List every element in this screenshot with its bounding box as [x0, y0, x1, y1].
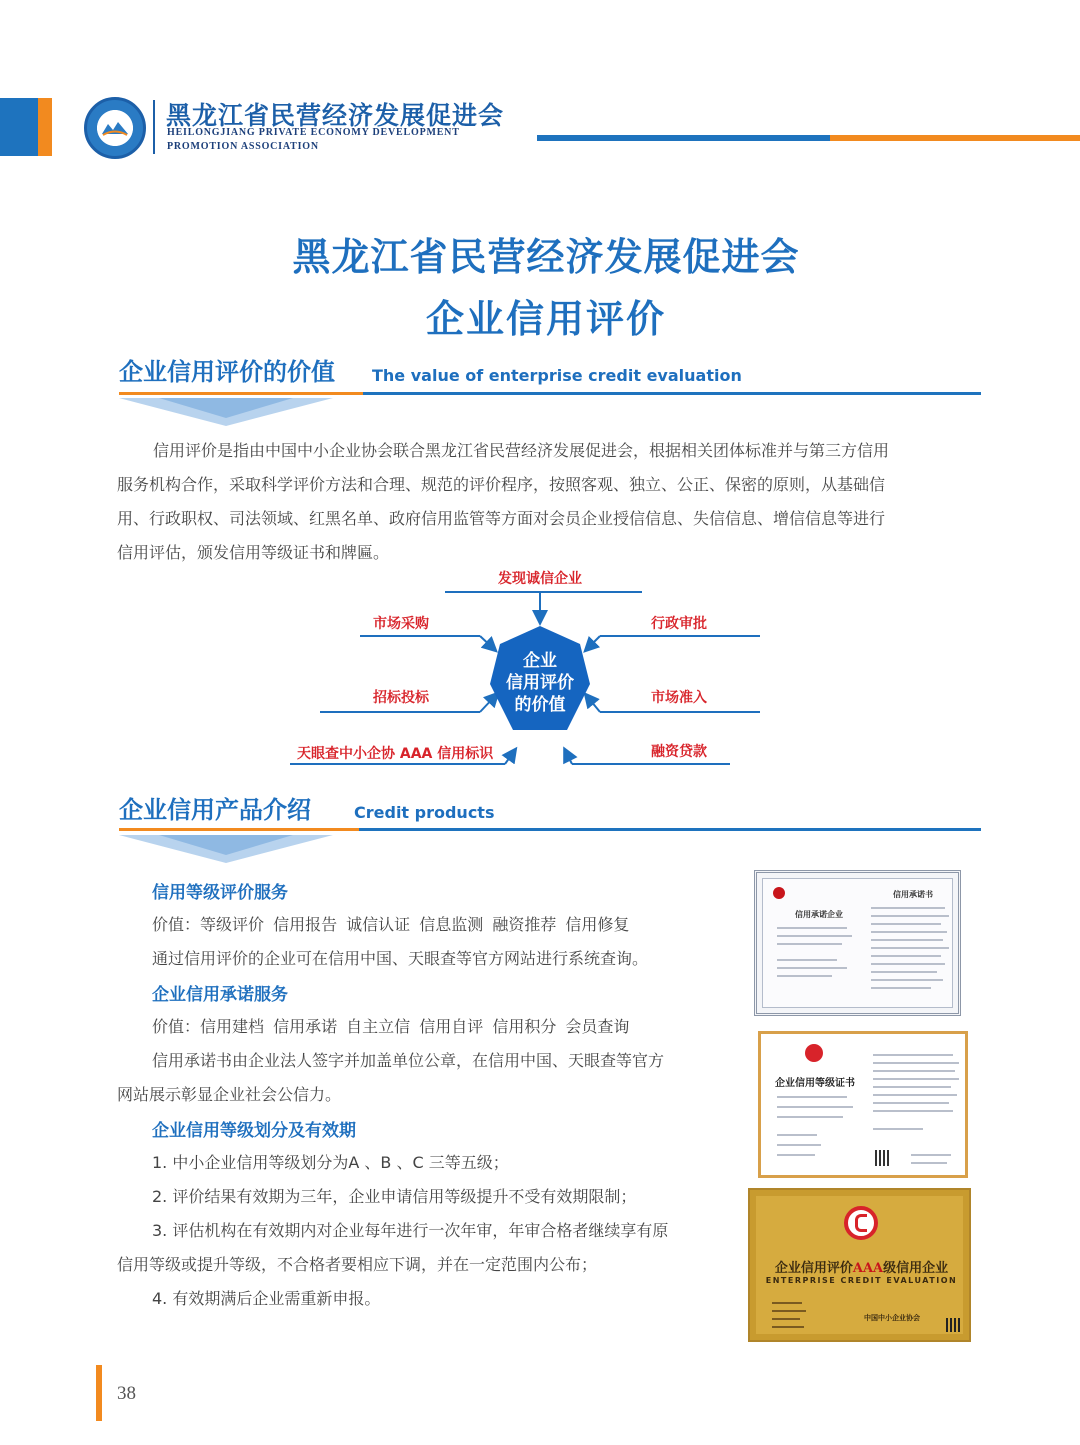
section1-paragraph [117, 434, 983, 570]
product1-description: 通过信用评价的企业可在信用中国、天眼查等官方网站进行系统查询。 [152, 949, 649, 968]
association-logo [84, 97, 146, 159]
grade-item-3-line1: 3. 评估机构在有效期内对企业每年进行一次年审，年审合格者继续享有原 [152, 1221, 669, 1240]
grade-item-4: 4. 有效期满后企业需重新申报。 [152, 1289, 381, 1308]
diagram-label-left-mid: 招标投标 [373, 690, 429, 706]
page-title-line1: 黑龙江省民营经济发展促进会 [292, 235, 800, 279]
grade-item-3-line2: 信用等级或提升等级，不合格者要相应下调，并在一定范围内公布； [117, 1255, 598, 1274]
diagram-center-label: 企业 信用评价 的价值 [506, 651, 574, 715]
cert3-issuer: 中国中小企业协会 [864, 1314, 920, 1322]
product2-description-line1: 信用承诺书由企业法人签字并加盖单位公章，在信用中国、天眼查等官方 [152, 1051, 665, 1070]
product2-description-line2: 网站展示彰显企业社会公信力。 [117, 1085, 342, 1104]
aaa-credit-plaque-image [748, 1188, 971, 1342]
cert2-title: 企业信用等级证书 [775, 1078, 855, 1089]
section1-rule-orange [119, 392, 363, 395]
page-title-line2: 企业信用评价 [425, 297, 666, 341]
paragraph-line: 服务机构合作，采取科学评价方法和合理、规范的评价程序，按照客观、独立、公正、保密的原则，从基础信 [117, 475, 886, 494]
product1-value-line: 价值：等级评价 信用报告 诚信认证 信息监测 融资推荐 信用修复 [152, 915, 630, 934]
header-org-name-en-line1: HEILONGJIANG PRIVATE ECONOMY DEVELOPMENT [167, 127, 460, 138]
header-org-name-en-line2: PROMOTION ASSOCIATION [167, 141, 319, 152]
product2-heading: 企业信用承诺服务 [152, 985, 288, 1005]
cert1-subtitle: 信用承诺企业 [795, 910, 843, 919]
header-divider [153, 100, 155, 154]
cert1-seal-icon [773, 887, 785, 899]
cert3-title-en: ENTERPRISE CREDIT EVALUATION [765, 1276, 958, 1285]
grade-item-1: 1. 中小企业信用等级划分为A 、B 、C 三等五级； [152, 1153, 509, 1172]
diagram-label-right-bottom: 融资贷款 [651, 744, 707, 760]
header-rule-blue [537, 135, 837, 141]
product1-heading: 信用等级评价服务 [152, 883, 288, 903]
header-accent-bar-blue [0, 98, 40, 156]
section2-title-cn: 企业信用产品介绍 [119, 796, 311, 824]
page-number: 38 [117, 1383, 136, 1404]
logo-emblem-icon [101, 120, 129, 136]
product3-heading: 企业信用等级划分及有效期 [152, 1121, 356, 1141]
credit-grade-certificate-image [758, 1031, 968, 1178]
section1-title-en: The value of enterprise credit evaluation [372, 366, 742, 385]
header-accent-bar-orange [38, 98, 52, 156]
section1-rule-blue [363, 392, 981, 395]
diagram-label-left-bottom: 天眼查中小企协 AAA 信用标识 [297, 746, 494, 762]
diagram-label-left-top: 市场采购 [373, 616, 429, 632]
header-rule-orange [830, 135, 1080, 141]
product2-value-line: 价值：信用建档 信用承诺 自主立信 信用自评 信用积分 会员查询 [152, 1017, 630, 1036]
paragraph-line: 用、行政职权、司法领域、红黑名单、政府信用监管等方面对会员企业授信信息、失信信息、增信信息等进行 [117, 509, 886, 528]
cert3-qr-code-icon [946, 1318, 960, 1332]
section1-chevron-ornament [119, 398, 333, 428]
cert2-seal-icon [805, 1044, 823, 1062]
cert2-qr-code-icon [875, 1150, 891, 1166]
section2-rule-orange [119, 828, 359, 831]
cert1-title: 信用承诺书 [893, 890, 933, 899]
diagram-label-right-mid: 市场准入 [651, 690, 707, 706]
page-number-accent [96, 1365, 102, 1421]
section2-rule-blue [359, 828, 981, 831]
cert3-title: 企业信用评价AAA级信用企业 [774, 1261, 949, 1276]
value-diagram [290, 562, 770, 772]
section1-title-cn: 企业信用评价的价值 [119, 358, 335, 386]
header-org-name-cn: 黑龙江省民营经济发展促进会 [166, 101, 505, 130]
diagram-label-right-top: 行政审批 [651, 616, 707, 632]
credit-commitment-certificate-image [754, 870, 961, 1016]
section2-title-en: Credit products [354, 803, 495, 822]
paragraph-line: 信用评估，颁发信用等级证书和牌匾。 [117, 543, 390, 562]
section2-chevron-ornament [119, 835, 333, 865]
diagram-label-top: 发现诚信企业 [498, 571, 582, 587]
cert3-emblem-icon [844, 1206, 878, 1240]
paragraph-line: 信用评价是指由中国中小企业协会联合黑龙江省民营经济发展促进会，根据相关团体标准并与第三方信用 [153, 441, 890, 460]
grade-item-2: 2. 评价结果有效期为三年，企业申请信用等级提升不受有效期限制； [152, 1187, 637, 1206]
